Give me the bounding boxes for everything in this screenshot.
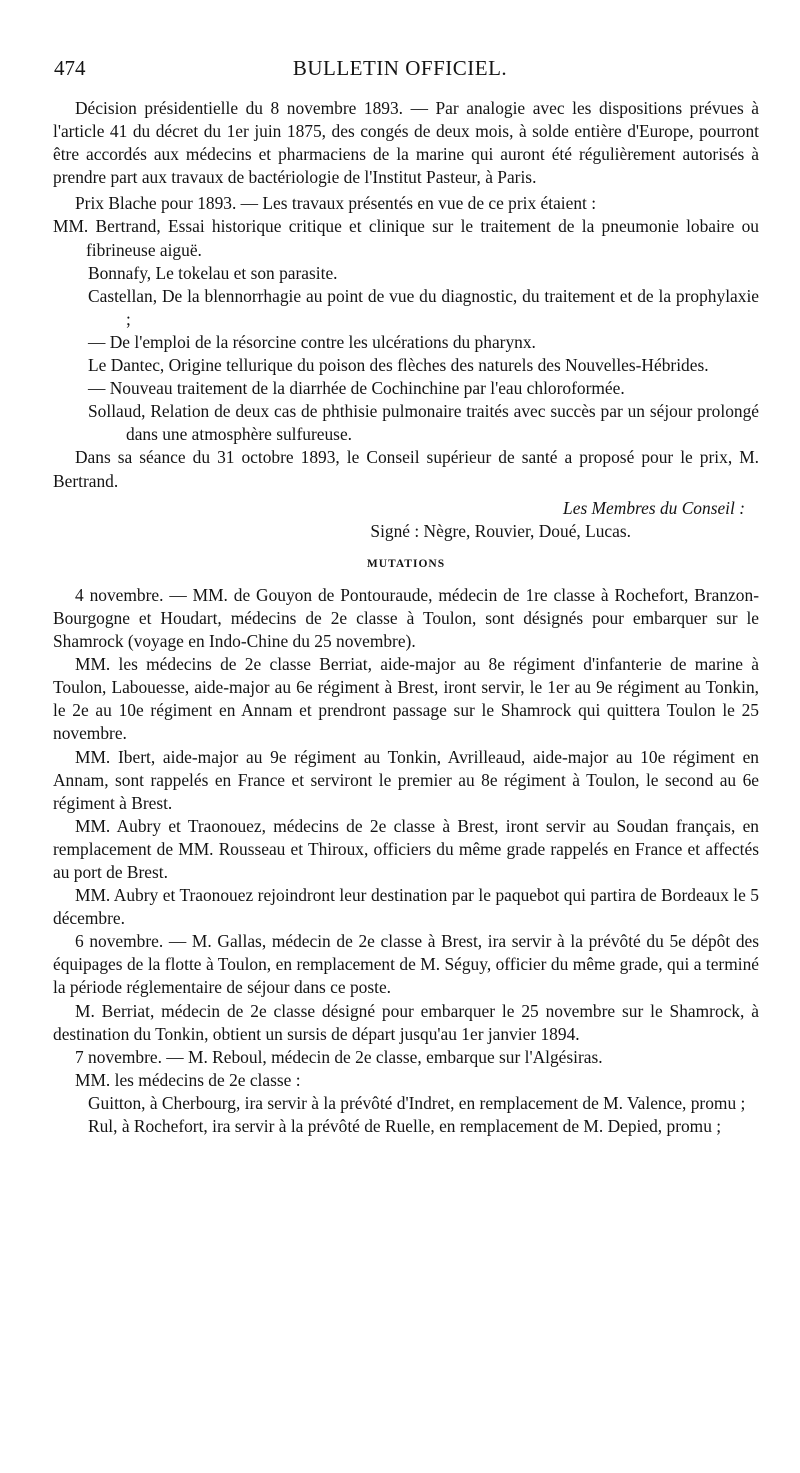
decision-paragraph: Décision présidentielle du 8 novembre 1893. — Par analogie avec les dispositions prévues à l'article 41 du décret du 1er juin 1875, des congés de deux mois, à solde entière d'Europe, pourront être accordés aux médecins et pharmaciens de la marine qui auront été régulièrement autorisés à prendre part aux travaux de bactériologie de l'Institut Pasteur, à Paris. bbox=[53, 98, 759, 188]
page-header bbox=[0, 52, 800, 88]
body-text bbox=[53, 97, 759, 1138]
prize-entry: — De l'emploi de la résorcine contre les ulcérations du pharynx. bbox=[88, 331, 536, 352]
mutation-paragraph: MM. Aubry et Traonouez, médecins de 2e classe à Brest, iront servir au Soudan français, en remplacement de MM. Rousseau et Thiroux, officiers du même grade rappelés en France et affectés au port de Brest. bbox=[53, 815, 759, 882]
page-number: 474 bbox=[54, 56, 86, 80]
running-title: BULLETIN OFFICIEL. bbox=[292, 56, 508, 80]
mutation-paragraph: 7 novembre. — M. Reboul, médecin de 2e classe, embarque sur l'Algésiras. bbox=[75, 1046, 603, 1067]
mutation-paragraph: 6 novembre. — M. Gallas, médecin de 2e classe à Brest, ira servir à la prévôté du 5e dépôt des équipages de la flotte à Toulon, en remplacement de M. Séguy, officier du même grade, qui a terminé la période réglementaire de séjour dans ce poste. bbox=[53, 931, 759, 998]
mutation-paragraph: MM. Aubry et Traonouez rejoindront leur destination par le paquebot qui partira de Bordeaux le 5 décembre. bbox=[53, 885, 759, 929]
council-paragraph: Dans sa séance du 31 octobre 1893, le Conseil supérieur de santé a proposé pour le prix, M. Bertrand. bbox=[53, 447, 759, 491]
signature-names: Signé : Nègre, Rouvier, Doué, Lucas. bbox=[370, 520, 631, 541]
prize-entry: Sollaud, Relation de deux cas de phthisie pulmonaire traités avec succès par un séjour prolongé dans une atmosphère sulfureuse. bbox=[88, 401, 759, 445]
mutation-paragraph: MM. les médecins de 2e classe : bbox=[75, 1069, 301, 1090]
mutation-paragraph: MM. Ibert, aide-major au 9e régiment au Tonkin, Avrilleaud, aide-major au 10e régiment en Annam, sont rappelés en France et serviront le premier au 8e régiment à Toulon, le second au 6e régiment à Brest. bbox=[53, 746, 759, 813]
mutation-paragraph: M. Berriat, médecin de 2e classe désigné pour embarquer le 25 novembre sur le Shamrock, à destination du Tonkin, obtient un sursis de départ jusqu'au 1er janvier 1894. bbox=[53, 1000, 759, 1044]
mutation-entry: Rul, à Rochefort, ira servir à la prévôté de Ruelle, en remplacement de M. Depied, promu ; bbox=[88, 1116, 722, 1137]
prize-entry: Le Dantec, Origine tellurique du poison des flèches des naturels des Nouvelles-Hébrides. bbox=[88, 355, 709, 376]
signature-title: Les Membres du Conseil : bbox=[563, 497, 745, 518]
section-heading: MUTATIONS bbox=[366, 557, 446, 570]
mutation-paragraph: 4 novembre. — MM. de Gouyon de Pontouraude, médecin de 1re classe à Rochefort, Branzon-Bourgogne et Houdart, médecins de 2e classe à Toulon, sont désignés pour embarquer sur le Shamrock (voyage en Indo-Chine du 25 novembre). bbox=[53, 584, 759, 652]
prize-entry: — Nouveau traitement de la diarrhée de Cochinchine par l'eau chloroformée. bbox=[88, 378, 625, 399]
prize-paragraph: Prix Blache pour 1893. — Les travaux présentés en vue de ce prix étaient : bbox=[75, 193, 597, 214]
prize-entry: Castellan, De la blennorrhagie au point de vue du diagnostic, du traitement et de la prophylaxie ; bbox=[88, 285, 759, 329]
mutation-entry: Guitton, à Cherbourg, ira servir à la prévôté d'Indret, en remplacement de M. Valence, promu ; bbox=[88, 1092, 746, 1113]
prize-entry: Bonnafy, Le tokelau et son parasite. bbox=[88, 262, 338, 283]
mutation-paragraph: MM. les médecins de 2e classe Berriat, aide-major au 8e régiment d'infanterie de marine à Toulon, Labouesse, aide-major au 6e régiment à Brest, iront servir, le 1er au 9e régiment au Tonkin, le 2e au 10e régiment en Annam et prendront passage sur le Shamrock qui quittera Toulon le 25 novembre. bbox=[53, 654, 759, 744]
prize-entry: MM. Bertrand, Essai historique critique et clinique sur le traitement de la pneumonie lobaire ou fibrineuse aiguë. bbox=[53, 216, 759, 260]
